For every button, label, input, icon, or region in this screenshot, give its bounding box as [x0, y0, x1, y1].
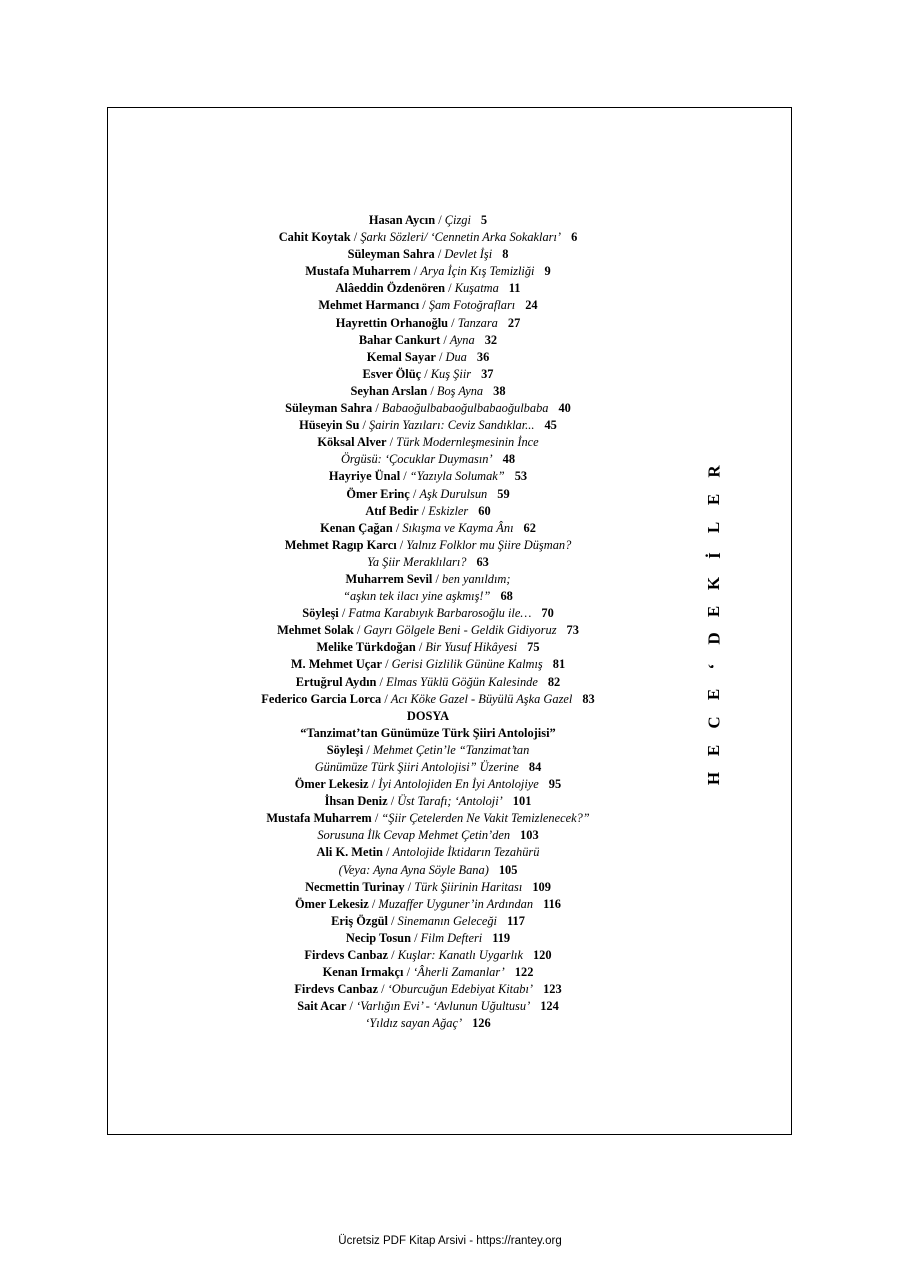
toc-title: Muzaffer Uyguner’in Ardından [378, 896, 534, 911]
toc-author: Kenan Irmakçı [322, 965, 404, 980]
toc-separator: / [338, 606, 349, 621]
toc-title: Gerisi Gizlilik Gününe Kalmış [391, 657, 543, 672]
toc-page-number: 60 [478, 503, 491, 518]
toc-separator: / [368, 896, 379, 911]
toc-separator: / [382, 845, 393, 860]
toc-author: Ömer Lekesiz [295, 896, 369, 911]
toc-entry [107, 862, 749, 879]
toc-separator: / [400, 469, 410, 484]
toc-title: Kuş Şiir [430, 366, 472, 381]
toc-title: Elmas Yüklü Göğün Kalesinde [386, 674, 538, 689]
toc-author: Hayrettin Orhanoğlu [335, 315, 449, 330]
toc-entry [107, 844, 749, 861]
side-title-letter: H [704, 771, 724, 786]
toc-title: Üst Tarafı; ‘Antoloji’ [397, 794, 503, 809]
toc-title: Mehmet Çetin’le “Tanzimat’tan [372, 742, 530, 757]
toc-entry [107, 551, 749, 571]
toc-title: ben yanıldım; [442, 571, 511, 586]
toc-title: Sinemanın Geleceği [397, 913, 497, 928]
toc-entry [107, 947, 749, 964]
side-title-letter: E [704, 605, 724, 617]
toc-entry [107, 708, 749, 725]
toc-title: Gayrı Gölgele Beni - Geldik Gidiyoruz [363, 623, 557, 638]
toc-entry [107, 742, 749, 759]
toc-entry [107, 400, 749, 417]
toc-entry [107, 417, 749, 434]
toc-author: Hüseyin Su [299, 418, 360, 433]
toc-title: Sıkışma ve Kayma Ânı [402, 520, 514, 535]
toc-title: Acı Köke Gazel - Büyülü Aşka Gazel [390, 691, 573, 706]
toc-title: Bir Yusuf Hikâyesi [425, 640, 518, 655]
toc-author: Esver Ölüç [362, 366, 422, 381]
toc-entry [107, 315, 749, 332]
toc-entry [107, 981, 749, 998]
toc-page-number: 83 [582, 691, 595, 706]
toc-page-number: 8 [502, 247, 509, 262]
footer-text: Ücretsiz PDF Kitap Arsivi - https://rantey.org [338, 1235, 562, 1247]
toc-title: “Yazıyla Solumak” [409, 469, 505, 484]
toc-separator: / [427, 383, 437, 398]
toc-title: Babaoğulbabaoğulbabaoğulbaba [381, 401, 549, 416]
toc-separator: / [382, 657, 392, 672]
toc-page-number: 59 [497, 486, 510, 501]
toc-page-number: 95 [548, 777, 562, 792]
toc-title: Günümüze Türk Şiiri Antolojisi” Üzerine [314, 760, 519, 774]
toc-page-number: 63 [476, 554, 489, 569]
toc-separator: / [415, 640, 426, 655]
toc-page-number: 32 [484, 332, 498, 347]
toc-separator: / [387, 794, 398, 809]
toc-author: Mustafa Muharrem [266, 811, 372, 826]
toc-author: Söyleşi [326, 742, 364, 757]
toc-separator: / [404, 879, 415, 894]
toc-author: Süleyman Sahra [347, 247, 435, 262]
toc-separator: / [346, 999, 357, 1014]
toc-page-number: 81 [552, 657, 566, 672]
toc-page-number: 119 [492, 930, 511, 945]
toc-author: Atıf Bedir [365, 503, 419, 518]
toc-title: Şarkı Sözleri/ ‘Cennetin Arka Sokakları’ [360, 230, 562, 245]
side-title-letter: K [704, 576, 724, 590]
toc-author: Mehmet Solak [277, 623, 354, 638]
toc-title: Boş Ayna [436, 383, 484, 398]
toc-author: Ertuğrul Aydın [295, 674, 377, 689]
table-of-contents [107, 212, 749, 1033]
toc-entry [107, 486, 749, 506]
toc-page-number: 124 [540, 999, 559, 1014]
toc-entry [107, 451, 749, 468]
toc-title: “aşkın tek ilacı yine aşkmış!” [343, 589, 491, 604]
toc-page-number: 38 [493, 383, 506, 398]
toc-separator: / [419, 298, 429, 313]
toc-separator: / [363, 742, 373, 757]
toc-entry [107, 810, 749, 827]
toc-separator: / [435, 349, 446, 364]
side-title-letter: ‘ [704, 664, 724, 670]
toc-page-number: 45 [544, 418, 557, 433]
toc-separator: / [386, 435, 397, 450]
toc-author: Mehmet Harmancı [318, 298, 420, 313]
toc-separator: / [403, 965, 414, 980]
toc-title: ‘Varlığın Evi’ - ‘Avlunun Uğultusu’ [356, 999, 531, 1014]
toc-page-number: 103 [520, 828, 539, 843]
toc-title: “Şiir Çetelerden Ne Vakit Temizlenecek?” [381, 811, 590, 826]
toc-author: Mustafa Muharrem [305, 264, 411, 279]
toc-page-number: 101 [512, 794, 532, 809]
toc-separator: / [376, 674, 387, 689]
toc-separator: / [410, 930, 421, 945]
toc-separator: / [381, 691, 391, 706]
toc-author: Melike Türkdoğan [316, 640, 416, 655]
toc-title: Şairin Yazıları: Ceviz Sandıklar... [369, 418, 535, 433]
toc-author: Bahar Cankurt [358, 332, 441, 347]
toc-page-number: 109 [532, 879, 551, 894]
toc-entry [107, 503, 749, 520]
toc-entry [107, 229, 749, 246]
toc-author: Süleyman Sahra [285, 401, 373, 416]
toc-entry [107, 930, 749, 947]
toc-entry [107, 537, 749, 554]
toc-entry [107, 366, 749, 383]
toc-author: Firdevs Canbaz [294, 982, 378, 997]
toc-author: M. Mehmet Uçar [290, 657, 383, 672]
toc-separator: / [440, 332, 450, 347]
toc-page-number: 37 [481, 366, 494, 381]
toc-entry [107, 434, 749, 451]
toc-separator: / [434, 247, 445, 262]
side-title-hece-dekiler [701, 463, 727, 787]
toc-entry [107, 1015, 749, 1032]
toc-separator: / [372, 401, 382, 416]
toc-author: “Tanzimat’tan Günümüze Türk Şiiri Antolojisi” [300, 725, 556, 740]
toc-entry [107, 588, 749, 605]
toc-title: Örgüsü: ‘Çocuklar Duymasın’ [340, 452, 493, 467]
toc-separator: / [359, 418, 370, 433]
toc-entry [107, 383, 749, 400]
toc-entry [107, 896, 749, 913]
toc-title: Şam Fotoğrafları [428, 298, 516, 313]
toc-page-number: 5 [480, 213, 488, 227]
toc-page-number: 105 [498, 862, 518, 877]
toc-author: Mehmet Ragıp Karcı [284, 537, 397, 552]
toc-title: ‘Yıldız sayan Ağaç’ [365, 1016, 463, 1031]
toc-page-number: 27 [507, 315, 521, 330]
toc-title: Çizgi [444, 213, 471, 227]
toc-title: Fatma Karabıyık Barbarosoğlu ile… [348, 606, 532, 621]
toc-entry [107, 520, 749, 537]
toc-entry [107, 964, 749, 981]
toc-title: Yalnız Folklor mu Şiire Düşman? [406, 537, 572, 552]
toc-page-number: 11 [508, 281, 521, 296]
toc-entry [107, 656, 749, 673]
toc-separator: / [377, 982, 388, 997]
toc-entry [107, 725, 749, 742]
toc-separator: / [387, 913, 398, 928]
toc-title: Türk Şiirinin Haritası [414, 879, 523, 894]
toc-author: Ömer Lekesiz [294, 777, 369, 792]
toc-author: Eriş Özgül [331, 913, 388, 928]
toc-separator: / [409, 486, 420, 501]
toc-page-number: 84 [528, 760, 542, 774]
toc-separator: / [350, 230, 361, 245]
toc-page-number: 6 [571, 230, 578, 245]
toc-separator: / [432, 571, 442, 586]
toc-title: ‘Âherli Zamanlar’ [413, 965, 505, 980]
toc-author: Seyhan Arslan [350, 383, 428, 398]
toc-separator: / [445, 281, 455, 296]
side-title-letter: E [704, 493, 724, 506]
toc-entry [107, 879, 749, 896]
side-title-letter: E [704, 689, 724, 701]
toc-title: Türk Modernleşmesinin İnce [396, 435, 539, 450]
side-title-letter: E [704, 744, 724, 757]
toc-separator: / [371, 811, 382, 826]
toc-entry [107, 776, 749, 793]
toc-page-number: 122 [514, 965, 534, 980]
toc-entry [107, 639, 749, 656]
toc-author: Muharrem Sevil [345, 571, 433, 586]
toc-separator: / [388, 948, 398, 963]
toc-title: (Veya: Ayna Ayna Söyle Bana) [338, 862, 489, 877]
toc-title: Aşk Durulsun [419, 486, 488, 501]
toc-page-number: 62 [523, 520, 536, 535]
toc-entry [107, 571, 749, 588]
toc-entry [107, 468, 749, 485]
toc-author: İhsan Deniz [324, 794, 388, 809]
toc-page-number: 116 [543, 896, 561, 911]
side-title-letter: R [704, 465, 724, 478]
toc-entry [107, 297, 749, 314]
toc-page-number: 117 [506, 913, 525, 928]
toc-entry [107, 759, 749, 776]
toc-title: Devlet İşi [444, 247, 493, 262]
toc-author: Hayriye Ünal [328, 469, 401, 484]
toc-separator: / [353, 623, 364, 638]
toc-author: Federico Garcia Lorca [261, 691, 382, 706]
toc-author: Sait Acar [297, 999, 347, 1014]
toc-page-number: 9 [544, 264, 551, 279]
toc-author: Köksal Alver [317, 435, 387, 450]
toc-title: Kuşatma [454, 281, 499, 296]
toc-title: Tanzara [457, 315, 498, 330]
toc-title: ‘Oburcuğun Edebiyat Kitabı’ [387, 982, 534, 997]
toc-title: İyi Antolojiden En İyi Antolojiye [378, 777, 539, 792]
toc-title: Dua [445, 349, 467, 364]
toc-title: Antolojide İktidarın Tezahürü [392, 845, 540, 860]
toc-page-number: 53 [514, 469, 528, 484]
toc-entry [107, 246, 749, 263]
toc-entry [107, 622, 749, 639]
toc-entry [107, 827, 749, 844]
toc-page-number: 123 [543, 982, 562, 997]
toc-page-number: 40 [558, 401, 571, 416]
toc-author: Kemal Sayar [366, 349, 436, 364]
toc-author: Necmettin Turinay [305, 879, 405, 894]
toc-title: Arya İçin Kış Temizliği [420, 264, 535, 279]
toc-author: Kenan Çağan [320, 520, 393, 535]
toc-separator: / [410, 264, 421, 279]
toc-entry [107, 793, 749, 810]
toc-entry [107, 998, 749, 1015]
toc-page-number: 24 [525, 298, 538, 313]
toc-entry [107, 263, 749, 280]
toc-entry [107, 349, 749, 366]
toc-title: Sorusuna İlk Cevap Mehmet Çetin’den [317, 828, 511, 843]
toc-author: Necip Tosun [345, 930, 411, 945]
toc-author: Söyleşi [302, 606, 339, 621]
toc-separator: / [368, 777, 379, 792]
toc-separator: / [418, 503, 429, 518]
toc-separator: / [392, 520, 403, 535]
toc-author: Alâeddin Özdenören [335, 281, 446, 296]
toc-title: Ya Şiir Meraklıları? [367, 554, 467, 569]
toc-page-number: 120 [532, 948, 552, 963]
toc-author: Ömer Erinç [346, 486, 410, 501]
toc-page-number: 75 [527, 640, 540, 655]
toc-page-number: 70 [541, 606, 554, 621]
toc-author: Hasan Aycın [368, 213, 436, 227]
toc-page-number: 68 [500, 589, 513, 604]
toc-page-number: 48 [502, 452, 516, 467]
side-title-letter: D [704, 632, 724, 646]
side-title-letter: İ [704, 551, 724, 559]
toc-author: Cahit Koytak [278, 230, 351, 245]
toc-entry [107, 280, 749, 297]
toc-separator: / [435, 213, 445, 227]
toc-title: Kuşlar: Kanatlı Uygarlık [397, 948, 523, 963]
toc-entry [107, 674, 749, 691]
toc-separator: / [421, 366, 431, 381]
toc-title: Ayna [449, 332, 475, 347]
toc-author: DOSYA [406, 708, 450, 723]
toc-entry [107, 605, 749, 622]
toc-page-number: 36 [476, 349, 490, 364]
side-title-letter: C [704, 716, 724, 729]
toc-page-number: 126 [472, 1016, 491, 1031]
toc-entry [107, 212, 749, 229]
toc-separator: / [448, 315, 458, 330]
toc-author: Ali K. Metin [316, 845, 383, 860]
toc-entry [107, 332, 749, 349]
toc-title: Film Defteri [420, 930, 483, 945]
side-title-letter: L [704, 521, 724, 533]
toc-page-number: 82 [547, 674, 561, 689]
toc-entry [107, 691, 749, 708]
toc-title: Eskizler [428, 503, 469, 518]
toc-author: Firdevs Canbaz [304, 948, 389, 963]
toc-separator: / [396, 537, 407, 552]
toc-page-number: 73 [566, 623, 579, 638]
toc-entry [107, 913, 749, 930]
